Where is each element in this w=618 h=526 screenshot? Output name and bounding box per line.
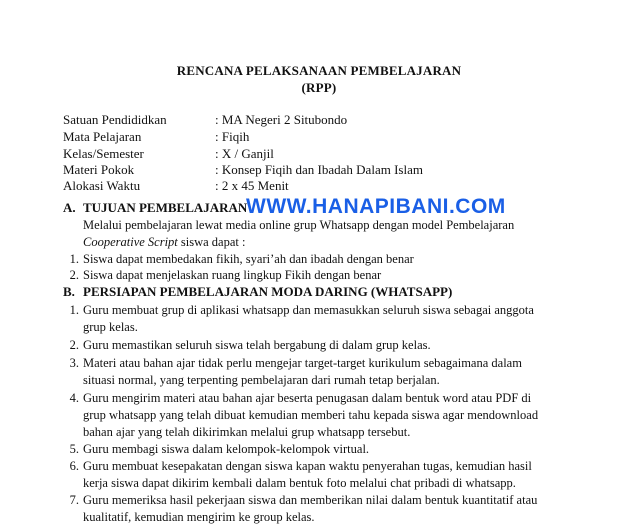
item-text: Guru mengirim materi atau bahan ajar beserta penugasan dalam bentuk word atau PDF di xyxy=(83,391,532,405)
identity-value: : MA Negeri 2 Situbondo xyxy=(215,112,348,127)
item-text: Guru membuat kesepakatan dengan siswa kapan waktu penyerahan tugas, kemudian hasil xyxy=(83,459,532,473)
identity-label: Kelas/Semester xyxy=(63,146,144,161)
section-letter: A. xyxy=(63,200,76,215)
identity-label: Mata Pelajaran xyxy=(63,129,142,144)
document-subtitle: (RPP) xyxy=(301,80,337,95)
item-number: 1. xyxy=(69,252,79,266)
intro-rest: siswa dapat : xyxy=(177,235,246,249)
watermark: WWW.HANAPIBANI.COM xyxy=(246,195,506,218)
item-number: 2. xyxy=(69,268,79,282)
item-number: 4. xyxy=(69,391,79,405)
item-text: kerja siswa dapat dikirim kembali dalam bentuk foto melalui chat pribadi di whatsapp. xyxy=(83,476,516,490)
item-number: 1. xyxy=(69,303,79,317)
section-letter: B. xyxy=(63,284,75,299)
identity-label: Alokasi Waktu xyxy=(63,178,141,193)
item-number: 5. xyxy=(69,442,79,456)
identity-label: Materi Pokok xyxy=(63,162,135,177)
section-b-heading xyxy=(63,284,452,300)
item-text: grup whatsapp yang telah dibuat kemudian memberi tahu kepada siswa agar mendownload xyxy=(83,408,539,422)
model-name: Cooperative Script xyxy=(83,235,178,249)
section-title: TUJUAN PEMBELAJARAN xyxy=(83,200,248,215)
item-number: 2. xyxy=(69,338,79,352)
section-title: PERSIAPAN PEMBELAJARAN MODA DARING (WHATSAPP) xyxy=(83,284,453,299)
item-number: 7. xyxy=(69,493,79,507)
identity-value: : X / Ganjil xyxy=(215,146,274,161)
item-text: Guru membagi siswa dalam kelompok-kelompok virtual. xyxy=(83,442,370,456)
item-text: Siswa dapat menjelaskan ruang lingkup Fikih dengan benar xyxy=(83,268,382,282)
item-text: grup kelas. xyxy=(83,320,138,334)
document-title: RENCANA PELAKSANAAN PEMBELAJARAN xyxy=(176,63,462,78)
section-a-heading xyxy=(63,200,247,216)
item-text: Guru memastikan seluruh siswa telah bergabung di dalam grup kelas. xyxy=(83,338,431,352)
item-text: Siswa dapat membedakan fikih, syari’ah dan ibadah dengan benar xyxy=(83,252,414,266)
identity-value: : 2 x 45 Menit xyxy=(215,178,289,193)
identity-value: : Fiqih xyxy=(215,129,250,144)
item-text: kualitatif, kemudian mengirim ke group kelas. xyxy=(83,510,315,524)
item-text: Materi atau bahan ajar tidak perlu mengejar target-target kurikulum sebagaimana dalam xyxy=(83,356,522,370)
section-a-intro-cont xyxy=(83,234,245,251)
identity-label: Satuan Pendididkan xyxy=(63,112,167,127)
item-text: Guru memeriksa hasil pekerjaan siswa dan memberikan nilai dalam bentuk kuantitatif atau xyxy=(83,493,538,507)
item-text: bahan ajar yang telah dikirimkan melalui grup whatsapp tersebut. xyxy=(83,425,411,439)
item-text: situasi normal, yang terpenting pembelajaran dari rumah tetap berjalan. xyxy=(83,373,440,387)
identity-value: : Konsep Fiqih dan Ibadah Dalam Islam xyxy=(215,162,423,177)
item-number: 6. xyxy=(69,459,79,473)
section-a-intro: Melalui pembelajaran lewat media online grup Whatsapp dengan model Pembelajaran xyxy=(83,218,515,232)
item-text: Guru membuat grup di aplikasi whatsapp dan memasukkan seluruh siswa sebagai anggota xyxy=(83,303,534,317)
item-number: 3. xyxy=(69,356,79,370)
